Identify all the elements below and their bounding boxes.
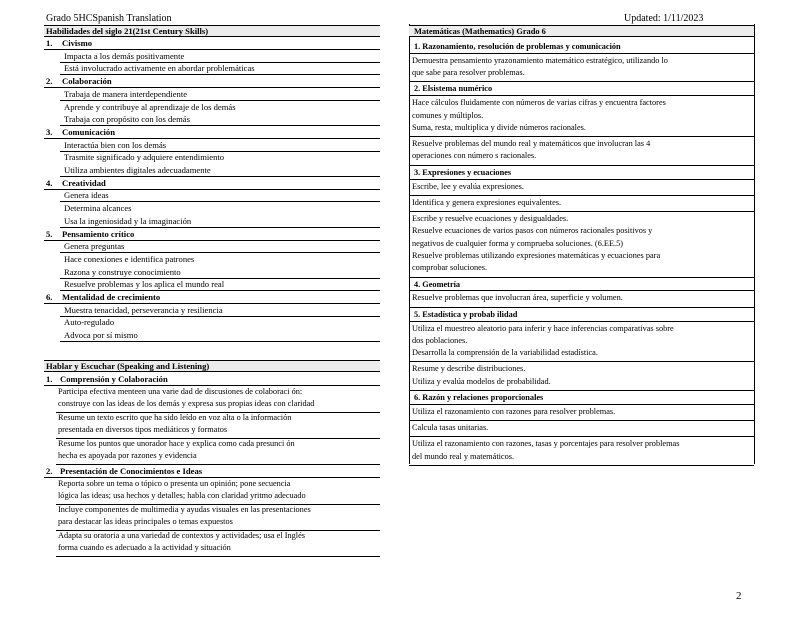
math-standard-line: Resuelve problemas del mundo real y matemáticos que involucran las 4 — [412, 139, 651, 149]
column-border — [409, 24, 410, 464]
skill-item: Genera ideas — [64, 190, 109, 201]
divider — [409, 81, 754, 82]
skill-item: Está involucrado activamente en abordar problemáticas — [64, 63, 255, 74]
divider — [409, 290, 754, 291]
skill-heading: Comunicación — [62, 126, 115, 137]
skills-title: Habilidades del siglo 21(21st Century Skills) — [44, 25, 380, 37]
divider — [409, 136, 754, 137]
skill-item: Resuelve problemas y los aplica el mundo real — [64, 279, 225, 290]
divider — [409, 53, 754, 54]
divider — [409, 465, 754, 466]
math-standard-line: Calcula tasas unitarias. — [412, 423, 489, 433]
speaking-item-line: Adapta su oratoria a una variedad de contextos y actividades; usa el Inglés — [58, 531, 305, 540]
divider — [409, 277, 754, 278]
speaking-item-line: presentada en diversos tipos mediáticos y formatos — [58, 425, 228, 434]
math-standard-line: comprobar soluciones. — [412, 263, 488, 273]
speaking-number: 2. — [46, 466, 53, 476]
divider — [409, 307, 754, 308]
math-standard-line: Utiliza el razonamiento con razones, tasas y porcentajes para resolver problemas — [412, 439, 680, 449]
speaking-item-line: hecha es apoyada por razones y evidencia — [58, 451, 197, 460]
divider — [409, 165, 754, 166]
divider — [409, 95, 754, 96]
divider — [409, 321, 754, 322]
math-topic-heading: 1. Razonamiento, resolución de problemas y comunicación — [414, 42, 621, 51]
skill-item: Genera preguntas — [64, 241, 125, 252]
skill-number: 2. — [46, 76, 53, 87]
skill-item: Auto-regulado — [64, 317, 115, 328]
skill-heading: Pensamiento crítico — [62, 228, 135, 239]
divider — [409, 211, 754, 212]
math-standard-line: comunes y múltiplos. — [412, 110, 484, 120]
column-border — [754, 24, 755, 464]
math-topic-heading: 2. Elsistema numérico — [414, 84, 493, 94]
skill-heading: Mentalidad de crecimiento — [62, 292, 161, 302]
math-standard-line: Escribe, lee y evalúa expresiones. — [412, 181, 524, 191]
skill-number: 5. — [46, 228, 53, 239]
skill-number: 3. — [46, 126, 53, 137]
math-standard-line: Demuestra pensamiento yrazonamiento matemático estratégico, utilizando lo — [412, 55, 668, 65]
skill-number: 1. — [46, 38, 53, 48]
speaking-item-line: Resume un texto escrito que ha sido leído en voz alta o la información — [58, 413, 292, 422]
skill-item: Determina alcances — [64, 203, 132, 214]
divider — [409, 390, 754, 391]
skill-item: Impacta a los demás positivamente — [64, 50, 185, 61]
math-standard-line: que sabe para resolver problemas. — [412, 68, 525, 78]
skill-item: Utiliza ambientes digitales adecuadamente — [64, 165, 211, 175]
skill-item: Trabaja de manera interdependiente — [64, 88, 188, 99]
skill-number: 6. — [46, 292, 53, 302]
skill-item: Aprende y contribuye al aprendizaje de los demás — [64, 101, 236, 112]
skill-item: Hace conexiones e identifica patrones — [64, 253, 195, 264]
math-topic-heading: 4. Geometría — [414, 279, 461, 289]
math-standard-line: operaciones con número s racionales. — [412, 151, 537, 161]
skill-item: Razona y construye conocimiento — [64, 266, 181, 277]
divider — [409, 436, 754, 437]
math-standard-line: Escribe y resuelve ecuaciones y desigualdades. — [412, 214, 569, 224]
skill-number: 4. — [46, 177, 53, 188]
speaking-number: 1. — [46, 374, 53, 384]
speaking-title: Hablar y Escuchar (Speaking and Listening) — [44, 360, 380, 372]
math-standard-line: Utiliza y evalúa modelos de probabilidad. — [412, 376, 551, 386]
skill-item: Interactúa bien con los demás — [64, 139, 167, 150]
math-standard-line: dos poblaciones. — [412, 335, 468, 345]
speaking-item-line: lógica las ideas; usa hechos y detalles; habla con claridad yritmo adecuado — [58, 491, 306, 500]
skill-item: Trasmite significado y adquiere entendimiento — [64, 152, 225, 163]
speaking-heading: Comprensión y Colaboración — [60, 374, 168, 384]
speaking-heading: Presentación de Conocimientos e Ideas — [60, 466, 203, 476]
speaking-item-line: construye con las ideas de los demás y expresa sus propias ideas con claridad — [58, 399, 315, 408]
divider — [60, 341, 380, 342]
divider — [409, 420, 754, 421]
skill-item: Advoca por sí mismo — [64, 330, 138, 341]
speaking-item-line: Resume los puntos que unorador hace y explica como cada presunci ón — [58, 439, 295, 448]
math-topic-heading: 6. Razón y relaciones proporcionales — [414, 393, 544, 402]
document-header-date: Updated: 1/11/2023 — [624, 13, 704, 24]
math-standard-line: negativos de cualquier forma y comprueba soluciones. (6.EE.5) — [412, 238, 624, 248]
math-standard-line: Utiliza el muestreo aleatorio para inferir y hace inferencias comparativas sobre — [412, 323, 674, 333]
math-standard-line: Hace cálculos fluidamente con números de varias cifras y encuentra factores — [412, 98, 666, 108]
math-standard-line: Utiliza el razonamiento con razones para resolver problemas. — [412, 406, 616, 416]
divider — [56, 556, 380, 557]
math-standard-line: Resuelve problemas que involucran área, superficie y volumen. — [412, 293, 623, 303]
document-header-left: Grado 5HCSpanish Translation — [46, 13, 172, 24]
skill-item: Trabaja con propósito con los demás — [64, 114, 190, 125]
skill-heading: Civismo — [62, 38, 93, 48]
skill-item: Muestra tenacidad, perseverancia y resiliencia — [64, 304, 223, 315]
speaking-item-line: para destacar las ideas principales o temas expuestos — [58, 517, 233, 526]
divider — [409, 179, 754, 180]
skill-heading: Creatividad — [62, 177, 106, 188]
divider — [60, 176, 380, 177]
math-standard-line: del mundo real y matemáticos. — [412, 451, 515, 461]
math-standard-line: Desarrolla la comprensión de la variabilidad estadística. — [412, 348, 598, 358]
math-standard-line: Suma, resta, multiplica y divide números racionales. — [412, 122, 586, 132]
skill-heading: Colaboración — [62, 76, 112, 87]
speaking-item-line: Reporta sobre un tema o tópico o presenta un opinión; pone secuencia — [58, 479, 291, 488]
math-title: Matemáticas (Mathematics) Grado 6 — [409, 25, 754, 37]
divider — [409, 404, 754, 405]
math-standard-line: Identifica y genera expresiones equivalentes. — [412, 197, 562, 207]
divider — [409, 361, 754, 362]
math-topic-heading: 5. Estadística y probab ilidad — [414, 309, 518, 319]
math-standard-line: Resume y describe distribuciones. — [412, 364, 526, 374]
skill-item: Usa la ingeniosidad y la imaginación — [64, 215, 192, 226]
math-standard-line: Resuelve problemas utilizando expresiones matemáticas y ecuaciones para — [412, 251, 661, 260]
divider — [409, 195, 754, 196]
speaking-item-line: Participa efectiva menteen una varie dad de discusiones de colaboraci ón: — [58, 387, 303, 396]
page-number: 2 — [736, 590, 742, 602]
math-standard-line: Resuelve ecuaciones de varios pasos con números racionales positivos y — [412, 226, 653, 236]
speaking-item-line: forma cuando es adecuado a la actividad y situación — [58, 543, 231, 552]
math-topic-heading: 3. Expresiones y ecuaciones — [414, 167, 512, 177]
speaking-item-line: Incluye componentes de multimedia y ayudas visuales en las presentaciones — [58, 505, 311, 514]
